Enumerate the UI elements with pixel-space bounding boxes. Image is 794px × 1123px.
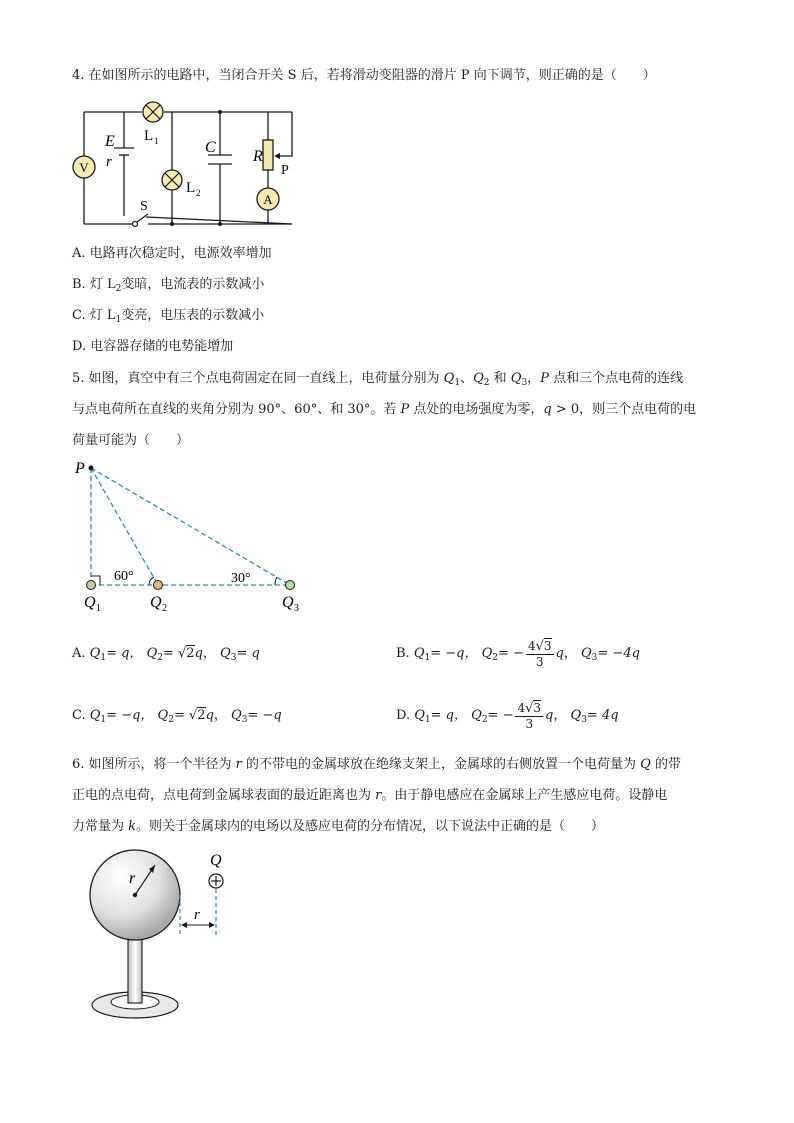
label-angle-30: 30° — [231, 571, 251, 586]
label-Q1-sub: 1 — [96, 603, 101, 614]
label-P: P — [281, 163, 289, 178]
q6-stem-line2: 正电的点电荷，点电荷到金属球表面的最近距离也为 r。由于静电感应在金属球上产生感应电荷。设静电 — [72, 788, 668, 803]
q4-option-d: D. 电容器存储的电势能增加 — [72, 339, 234, 354]
q6-sphere-diagram — [85, 845, 245, 1025]
label-L2-sub: 2 — [196, 188, 201, 198]
q5-option-c: C. $Q_1= -q$， $Q_2= √2q$， $Q_3= -q$ — [72, 708, 282, 725]
label-angle-60: 60° — [114, 569, 134, 584]
label-Q: Q — [210, 852, 222, 869]
label-R: R — [253, 148, 263, 165]
label-P: P — [75, 460, 85, 477]
q5-option-a: A. $Q_1= q$， $Q_2= √2q$， $Q_3= q$ — [72, 646, 260, 663]
q5-stem-line1: 5. 如图，真空中有三个点电荷固定在同一直线上，电荷量分别为 $Q_1$、$Q_2$ 和 $Q_3$，P 点和三个点电荷的连线 — [72, 371, 684, 388]
label-Q2: Q — [150, 594, 162, 611]
label-E: E — [105, 133, 115, 150]
label-C: C — [205, 139, 216, 156]
stand-rod — [128, 935, 142, 1003]
charge-q2 — [154, 581, 163, 590]
q4-option-b: B. 灯 $L_2$变暗，电流表的示数减小 — [72, 277, 265, 294]
q5-stem-line3: 荷量可能为（ ） — [72, 433, 190, 448]
label-distance-r: r — [194, 907, 200, 923]
label-L1-sub: 1 — [154, 136, 159, 146]
voltmeter-label: V — [79, 160, 89, 175]
ammeter-label: A — [263, 192, 273, 207]
label-Q3-sub: 3 — [294, 603, 299, 614]
q6-stem-line3: 力常量为 k。则关于金属球内的电场以及感应电荷的分布情况，以下说法中正确的是（ ） — [72, 819, 605, 834]
q5-option-b: B. $Q_1= -q$， $Q_2=$ − $\frac{4√3}{3}$ q， $Q_3= -4q$ — [396, 638, 640, 669]
label-L2: L — [186, 180, 196, 196]
label-r: r — [106, 154, 112, 170]
label-L1: L — [144, 128, 154, 144]
charge-q1 — [87, 581, 96, 590]
q4-option-c: C. 灯 $L_1$变亮，电压表的示数减小 — [72, 308, 265, 325]
q4-circuit-diagram — [68, 98, 308, 233]
label-Q1: Q — [84, 594, 96, 611]
q5-option-d: D. $Q_1= q$， $Q_2=$ − $\frac{4√3}{3}$ q， $Q_3= 4q$ — [396, 700, 619, 731]
label-S: S — [140, 199, 148, 214]
q4-stem: 4. 在如图所示的电路中，当闭合开关 S 后，若将滑动变阻器的滑片 P 向下调节，则正确的是（ ） — [72, 68, 656, 83]
q5-stem-line2: 与点电荷所在直线的夹角分别为 90°、60°、和 30°。若 P 点处的电场强度为零，q > 0，则三个点电荷的电 — [72, 402, 697, 417]
label-Q3: Q — [282, 594, 294, 611]
q5-charge-diagram — [70, 455, 310, 615]
q4-option-a: A. 电路再次稳定时，电源效率增加 — [72, 246, 272, 261]
q6-stem-line1: 6. 如图所示，将一个半径为 r 的不带电的金属球放在绝缘支架上，金属球的右侧放置一个电荷量为 Q 的带 — [72, 757, 681, 772]
charge-q3 — [286, 581, 295, 590]
label-Q2-sub: 2 — [162, 603, 167, 614]
label-sphere-r: r — [129, 870, 136, 887]
